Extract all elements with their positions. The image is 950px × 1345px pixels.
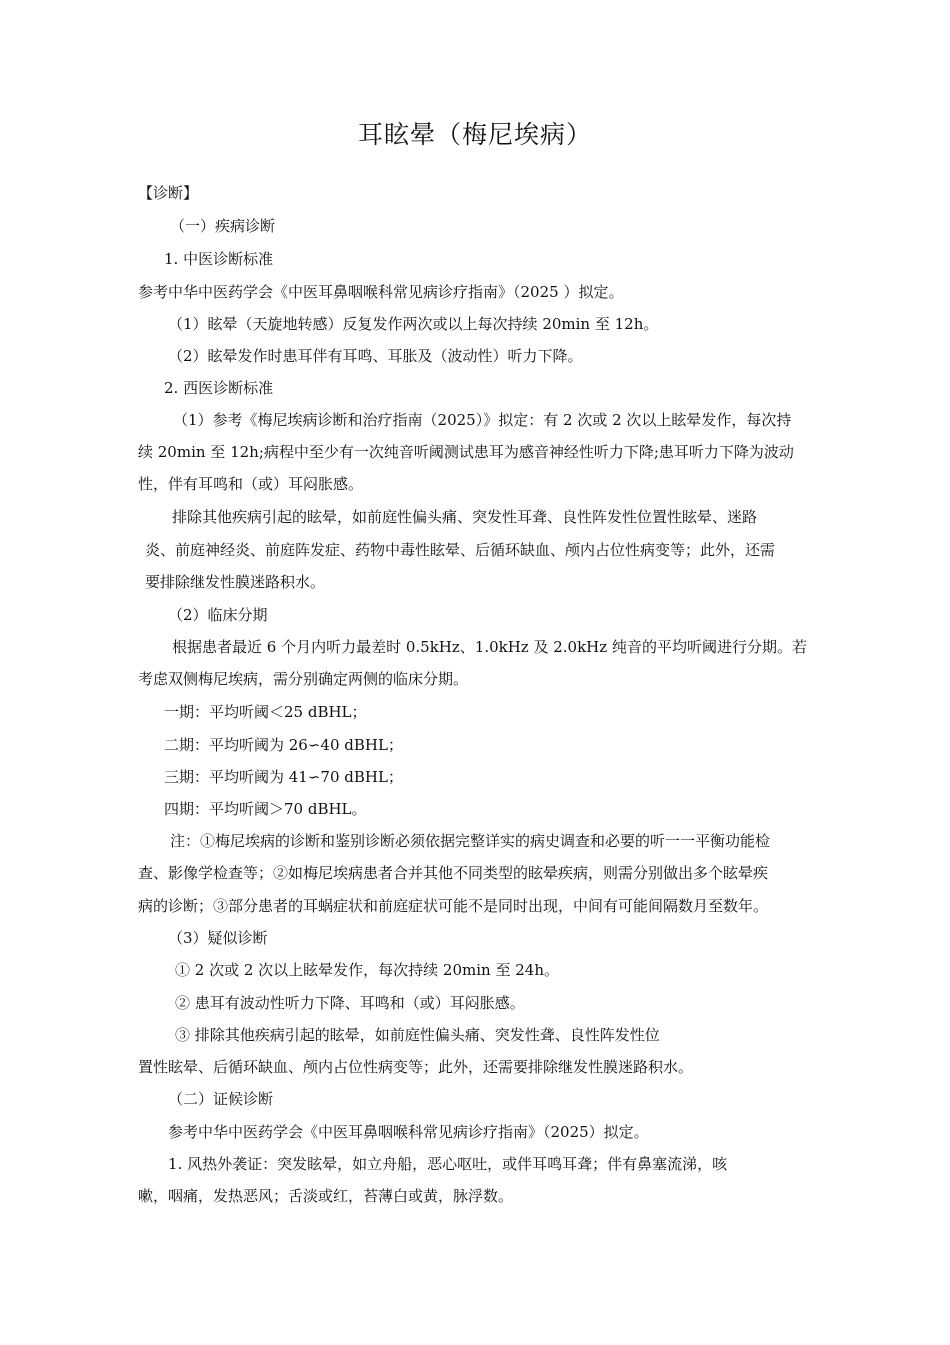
clinical-staging-heading: （2）临床分期 xyxy=(168,606,268,624)
paragraph-line: 根据患者最近 6 个月内听力最差时 0.5kHz、1.0kHz 及 2.0kHz 纯音的平均听阈进行分期。若 xyxy=(172,638,807,656)
note-line: 注：①梅尼埃病的诊断和鉴别诊断必须依据完整详实的病史调查和必要的听一一平衡功能检 xyxy=(170,832,771,850)
list-item: ③ 排除其他疾病引起的眩晕，如前庭性偏头痛、突发性聋、良性阵发性位 xyxy=(175,1026,660,1044)
paragraph-line: 炎、前庭神经炎、前庭阵发症、药物中毒性眩晕、后循环缺血、颅内占位性病变等；此外，还需 xyxy=(145,541,776,559)
paragraph-line: 考虑双侧梅尼埃病，需分别确定两侧的临床分期。 xyxy=(138,670,469,688)
syndrome-item: 1. 风热外袭证：突发眩晕，如立舟船，恶心呕吐，或伴耳鸣耳聋；伴有鼻塞流涕，咳 xyxy=(168,1155,728,1173)
suspected-diagnosis-heading: （3）疑似诊断 xyxy=(168,929,268,947)
list-item-continuation: 置性眩晕、后循环缺血、颅内占位性病变等；此外，还需要排除继发性膜迷路积水。 xyxy=(138,1058,694,1076)
syndrome-item-continuation: 嗽，咽痛，发热恶风；舌淡或红，苔薄白或黄，脉浮数。 xyxy=(138,1187,514,1205)
paragraph-line: 排除其他疾病引起的眩晕，如前庭性偏头痛、突发性耳聋、良性阵发性位置性眩晕、迷路 xyxy=(172,508,758,526)
note-line: 病的诊断；③部分患者的耳蜗症状和前庭症状可能不是同时出现，中间有可能间隔数月至数年。 xyxy=(138,897,769,915)
page-title: 耳眩晕（梅尼埃病） xyxy=(357,120,592,149)
paragraph-line: 要排除继发性膜迷路积水。 xyxy=(145,573,326,591)
paragraph-line: （1）眩晕（天旋地转感）反复发作两次或以上每次持续 20min 至 12h。 xyxy=(168,315,659,333)
subsection-syndrome-diagnosis: （二）证候诊断 xyxy=(168,1090,274,1108)
list-item: ② 患耳有波动性听力下降、耳鸣和（或）耳闷胀感。 xyxy=(175,994,525,1012)
stage-line: 三期：平均听阈为 41∽70 dBHL； xyxy=(164,768,403,786)
stage-line: 二期：平均听阈为 26∽40 dBHL； xyxy=(164,736,403,754)
stage-line: 四期：平均听阈＞70 dBHL。 xyxy=(164,800,367,818)
paragraph-line: 续 20min 至 12h;病程中至少有一次纯音听阈测试患耳为感音神经性听力下降;患耳听力下降为波动 xyxy=(138,443,794,461)
paragraph-line: 参考中华中医药学会《中医耳鼻咽喉科常见病诊疗指南》（2025 ）拟定。 xyxy=(138,283,624,301)
list-item: ① 2 次或 2 次以上眩晕发作，每次持续 20min 至 24h。 xyxy=(175,961,559,979)
paragraph-line: 性，伴有耳鸣和（或）耳闷胀感。 xyxy=(138,475,364,493)
section-heading-diagnosis: 【诊断】 xyxy=(138,184,199,202)
western-criteria-heading: 2. 西医诊断标准 xyxy=(164,379,274,397)
paragraph-line: （1）参考《梅尼埃病诊断和治疗指南（2025）》拟定：有 2 次或 2 次以上眩晕发作，每次持 xyxy=(173,411,792,429)
paragraph-line: （2）眩晕发作时患耳伴有耳鸣、耳胀及（波动性）听力下降。 xyxy=(168,347,583,365)
paragraph-line: 参考中华中医药学会《中医耳鼻咽喉科常见病诊疗指南》（2025）拟定。 xyxy=(168,1123,649,1141)
stage-line: 一期：平均听阈＜25 dBHL； xyxy=(164,703,367,721)
tcm-criteria-heading: 1. 中医诊断标准 xyxy=(164,250,274,268)
note-line: 查、影像学检查等；②如梅尼埃病患者合并其他不同类型的眩晕疾病，则需分别做出多个眩晕疾 xyxy=(138,864,769,882)
subsection-disease-diagnosis: （一）疾病诊断 xyxy=(170,217,276,235)
